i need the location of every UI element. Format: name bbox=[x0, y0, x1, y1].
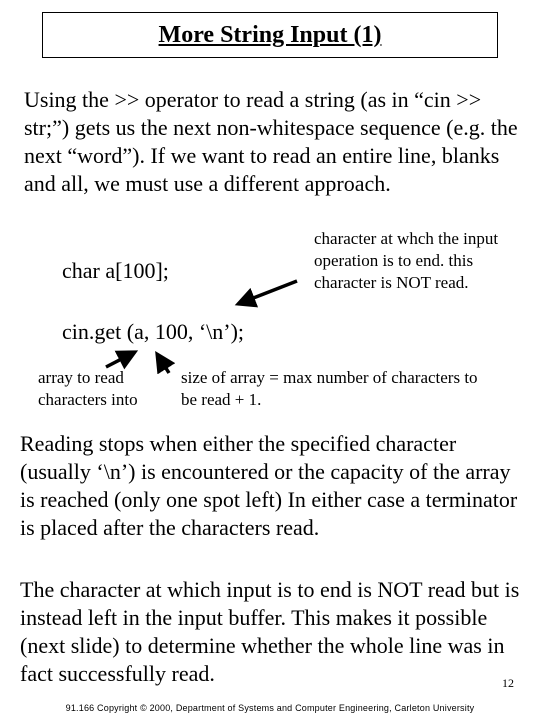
size-annotation: size of array = max number of characters to be read + 1. bbox=[181, 368, 478, 409]
code-cin-get: cin.get (a, 100, ‘\n’); bbox=[62, 319, 245, 344]
reading-stops-paragraph: Reading stops when either the specified character (usually ‘\n’) is encountered or the capacity of the array is reached (only one spot left) In either case a terminator is placed after the characters read. bbox=[20, 431, 518, 540]
intro-paragraph: Using the >> operator to read a string (as in “cin >> str;”) gets us the next non-whitespace sequence (e.g. the next “word”). If we want to read an entire line, blanks and all, we must use a different approach. bbox=[24, 87, 518, 196]
title-box bbox=[42, 12, 498, 58]
copyright-footer: 91.166 Copyright © 2000, Department of Systems and Computer Engineering, Carleton University bbox=[65, 703, 475, 713]
arrow-to-terminator bbox=[238, 281, 297, 304]
slide-title: More String Input (1) bbox=[158, 21, 382, 48]
terminator-annotation: character at whch the input operation is to end. this character is NOT read. bbox=[314, 229, 499, 292]
array-annotation: array to read characters into bbox=[38, 368, 138, 409]
code-declaration: char a[100]; bbox=[62, 258, 169, 283]
input-buffer-paragraph: The character at which input is to end is NOT read but is instead left in the input buffer. This makes it possible (next slide) to determine whether the whole line was in fact successfully read. bbox=[20, 577, 520, 686]
page-number: 12 bbox=[502, 676, 514, 690]
arrow-to-array bbox=[106, 352, 135, 367]
